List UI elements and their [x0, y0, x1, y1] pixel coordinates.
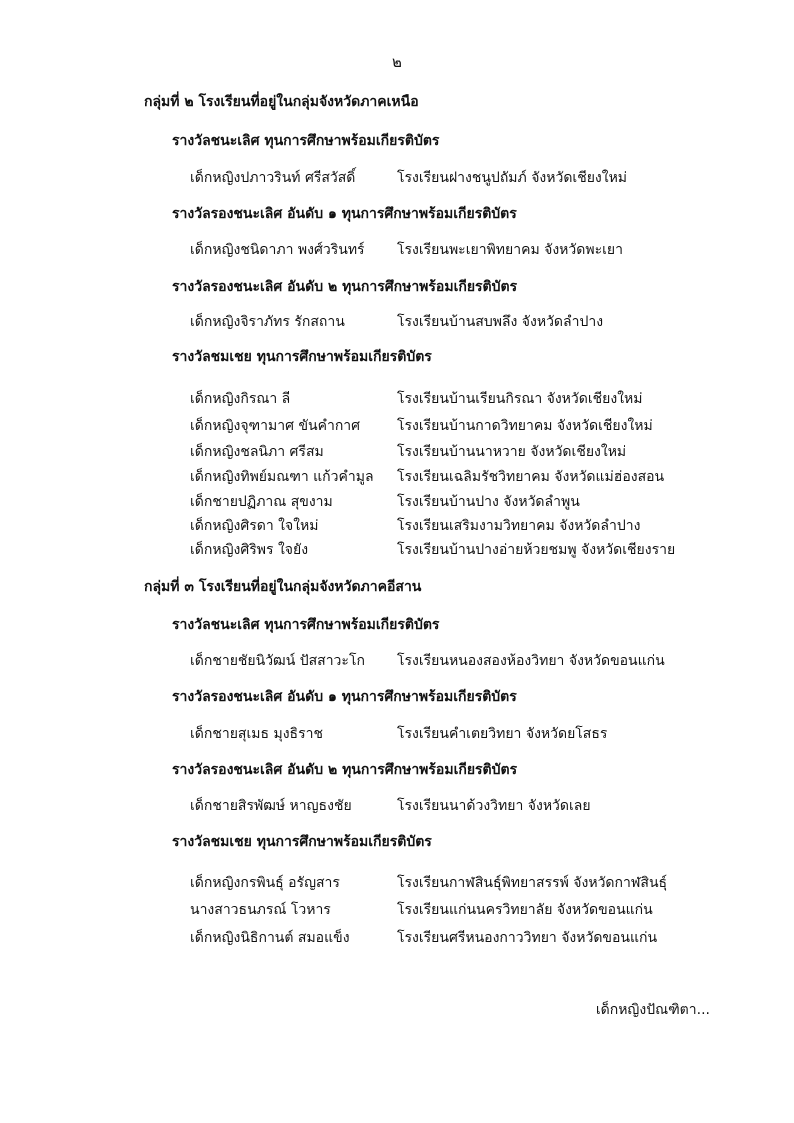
winner-name: เด็กหญิงกิรณา ลี — [190, 391, 291, 407]
winner-name: เด็กหญิงจิราภัทร รักสถาน — [190, 314, 345, 330]
winner-school: โรงเรียนบ้านสบพลึง จังหวัดลำปาง — [397, 314, 604, 330]
winner-school: โรงเรียนบ้านปางอ่ายห้วยชมพู จังหวัดเชียงราย — [397, 542, 676, 558]
winner-name: เด็กหญิงนิธิกานต์ สมอแข็ง — [190, 930, 350, 946]
award-heading: รางวัลรองชนะเลิศ อันดับ ๑ ทุนการศึกษาพร้อมเกียรติบัตร — [172, 206, 517, 222]
winner-school: โรงเรียนบ้านนาหวาย จังหวัดเชียงใหม่ — [397, 444, 627, 460]
winner-school: โรงเรียนพะเยาพิทยาคม จังหวัดพะเยา — [397, 242, 623, 258]
winner-name: เด็กชายปฏิภาณ สุขงาม — [190, 494, 333, 510]
winner-name: เด็กหญิงชนิดาภา พงศ์วรินทร์ — [190, 242, 365, 258]
winner-name: เด็กชายสุเมธ มุงธิราช — [190, 726, 323, 742]
group-heading: กลุ่มที่ ๒ โรงเรียนที่อยู่ในกลุ่มจังหวัดภาคเหนือ — [144, 94, 419, 110]
winner-school: โรงเรียนคำเตยวิทยา จังหวัดยโสธร — [397, 726, 608, 742]
winner-name: เด็กหญิงชลนิภา ศรีสม — [190, 444, 324, 460]
winner-name: เด็กหญิงกรพินธุ์ อรัญสาร — [190, 875, 340, 891]
winner-school: โรงเรียนบ้านกาดวิทยาคม จังหวัดเชียงใหม่ — [397, 418, 653, 434]
winner-name: เด็กชายสิรพัฒษ์ หาญธงชัย — [190, 798, 352, 814]
award-heading: รางวัลรองชนะเลิศ อันดับ ๒ ทุนการศึกษาพร้อมเกียรติบัตร — [172, 279, 518, 295]
winner-school: โรงเรียนศรีหนองกาววิทยา จังหวัดขอนแก่น — [397, 930, 658, 946]
winner-school: โรงเรียนแก่นนครวิทยาลัย จังหวัดขอนแก่น — [397, 902, 653, 918]
continuation-text: เด็กหญิงปัณฑิตา... — [595, 1002, 710, 1018]
winner-school: โรงเรียนบ้านเรียนกิรณา จังหวัดเชียงใหม่ — [397, 391, 643, 407]
award-heading: รางวัลชนะเลิศ ทุนการศึกษาพร้อมเกียรติบัตร — [172, 617, 440, 633]
winner-name: เด็กชายชัยนิวัฒน์ ปัสสาวะโก — [190, 653, 365, 669]
winner-name: เด็กหญิงศิรดา ใจใหม่ — [190, 518, 319, 534]
winner-name: นางสาวธนภรณ์ โวหาร — [190, 902, 331, 918]
group-heading: กลุ่มที่ ๓ โรงเรียนที่อยู่ในกลุ่มจังหวัดภาคอีสาน — [144, 579, 422, 595]
page-number: ๒ — [392, 53, 402, 71]
winner-school: โรงเรียนบ้านปาง จังหวัดลำพูน — [397, 494, 580, 510]
award-heading: รางวัลชมเชย ทุนการศึกษาพร้อมเกียรติบัตร — [172, 349, 432, 365]
winner-school: โรงเรียนเฉลิมรัชวิทยาคม จังหวัดแม่ฮ่องสอน — [397, 469, 665, 485]
winner-name: เด็กหญิงปภาวรินท์ ศรีสวัสดิ์ — [190, 170, 356, 186]
winner-name: เด็กหญิงศิริพร ใจยัง — [190, 542, 309, 558]
award-heading: รางวัลชมเชย ทุนการศึกษาพร้อมเกียรติบัตร — [172, 834, 432, 850]
award-heading: รางวัลชนะเลิศ ทุนการศึกษาพร้อมเกียรติบัตร — [172, 133, 440, 149]
winner-name: เด็กหญิงทิพย์มณฑา แก้วคำมูล — [190, 469, 374, 485]
winner-name: เด็กหญิงจุฑามาศ ขันคำกาศ — [190, 418, 361, 434]
winner-school: โรงเรียนนาด้วงวิทยา จังหวัดเลย — [397, 798, 591, 814]
winner-school: โรงเรียนเสริมงามวิทยาคม จังหวัดลำปาง — [397, 518, 641, 534]
winner-school: โรงเรียนหนองสองห้องวิทยา จังหวัดขอนแก่น — [397, 653, 665, 669]
award-heading: รางวัลรองชนะเลิศ อันดับ ๑ ทุนการศึกษาพร้อมเกียรติบัตร — [172, 689, 517, 705]
winner-school: โรงเรียนฝางชนูปถัมภ์ จังหวัดเชียงใหม่ — [397, 170, 628, 186]
winner-school: โรงเรียนกาฬสินธุ์พิทยาสรรพ์ จังหวัดกาฬสินธุ์ — [397, 875, 668, 891]
award-heading: รางวัลรองชนะเลิศ อันดับ ๒ ทุนการศึกษาพร้อมเกียรติบัตร — [172, 762, 518, 778]
